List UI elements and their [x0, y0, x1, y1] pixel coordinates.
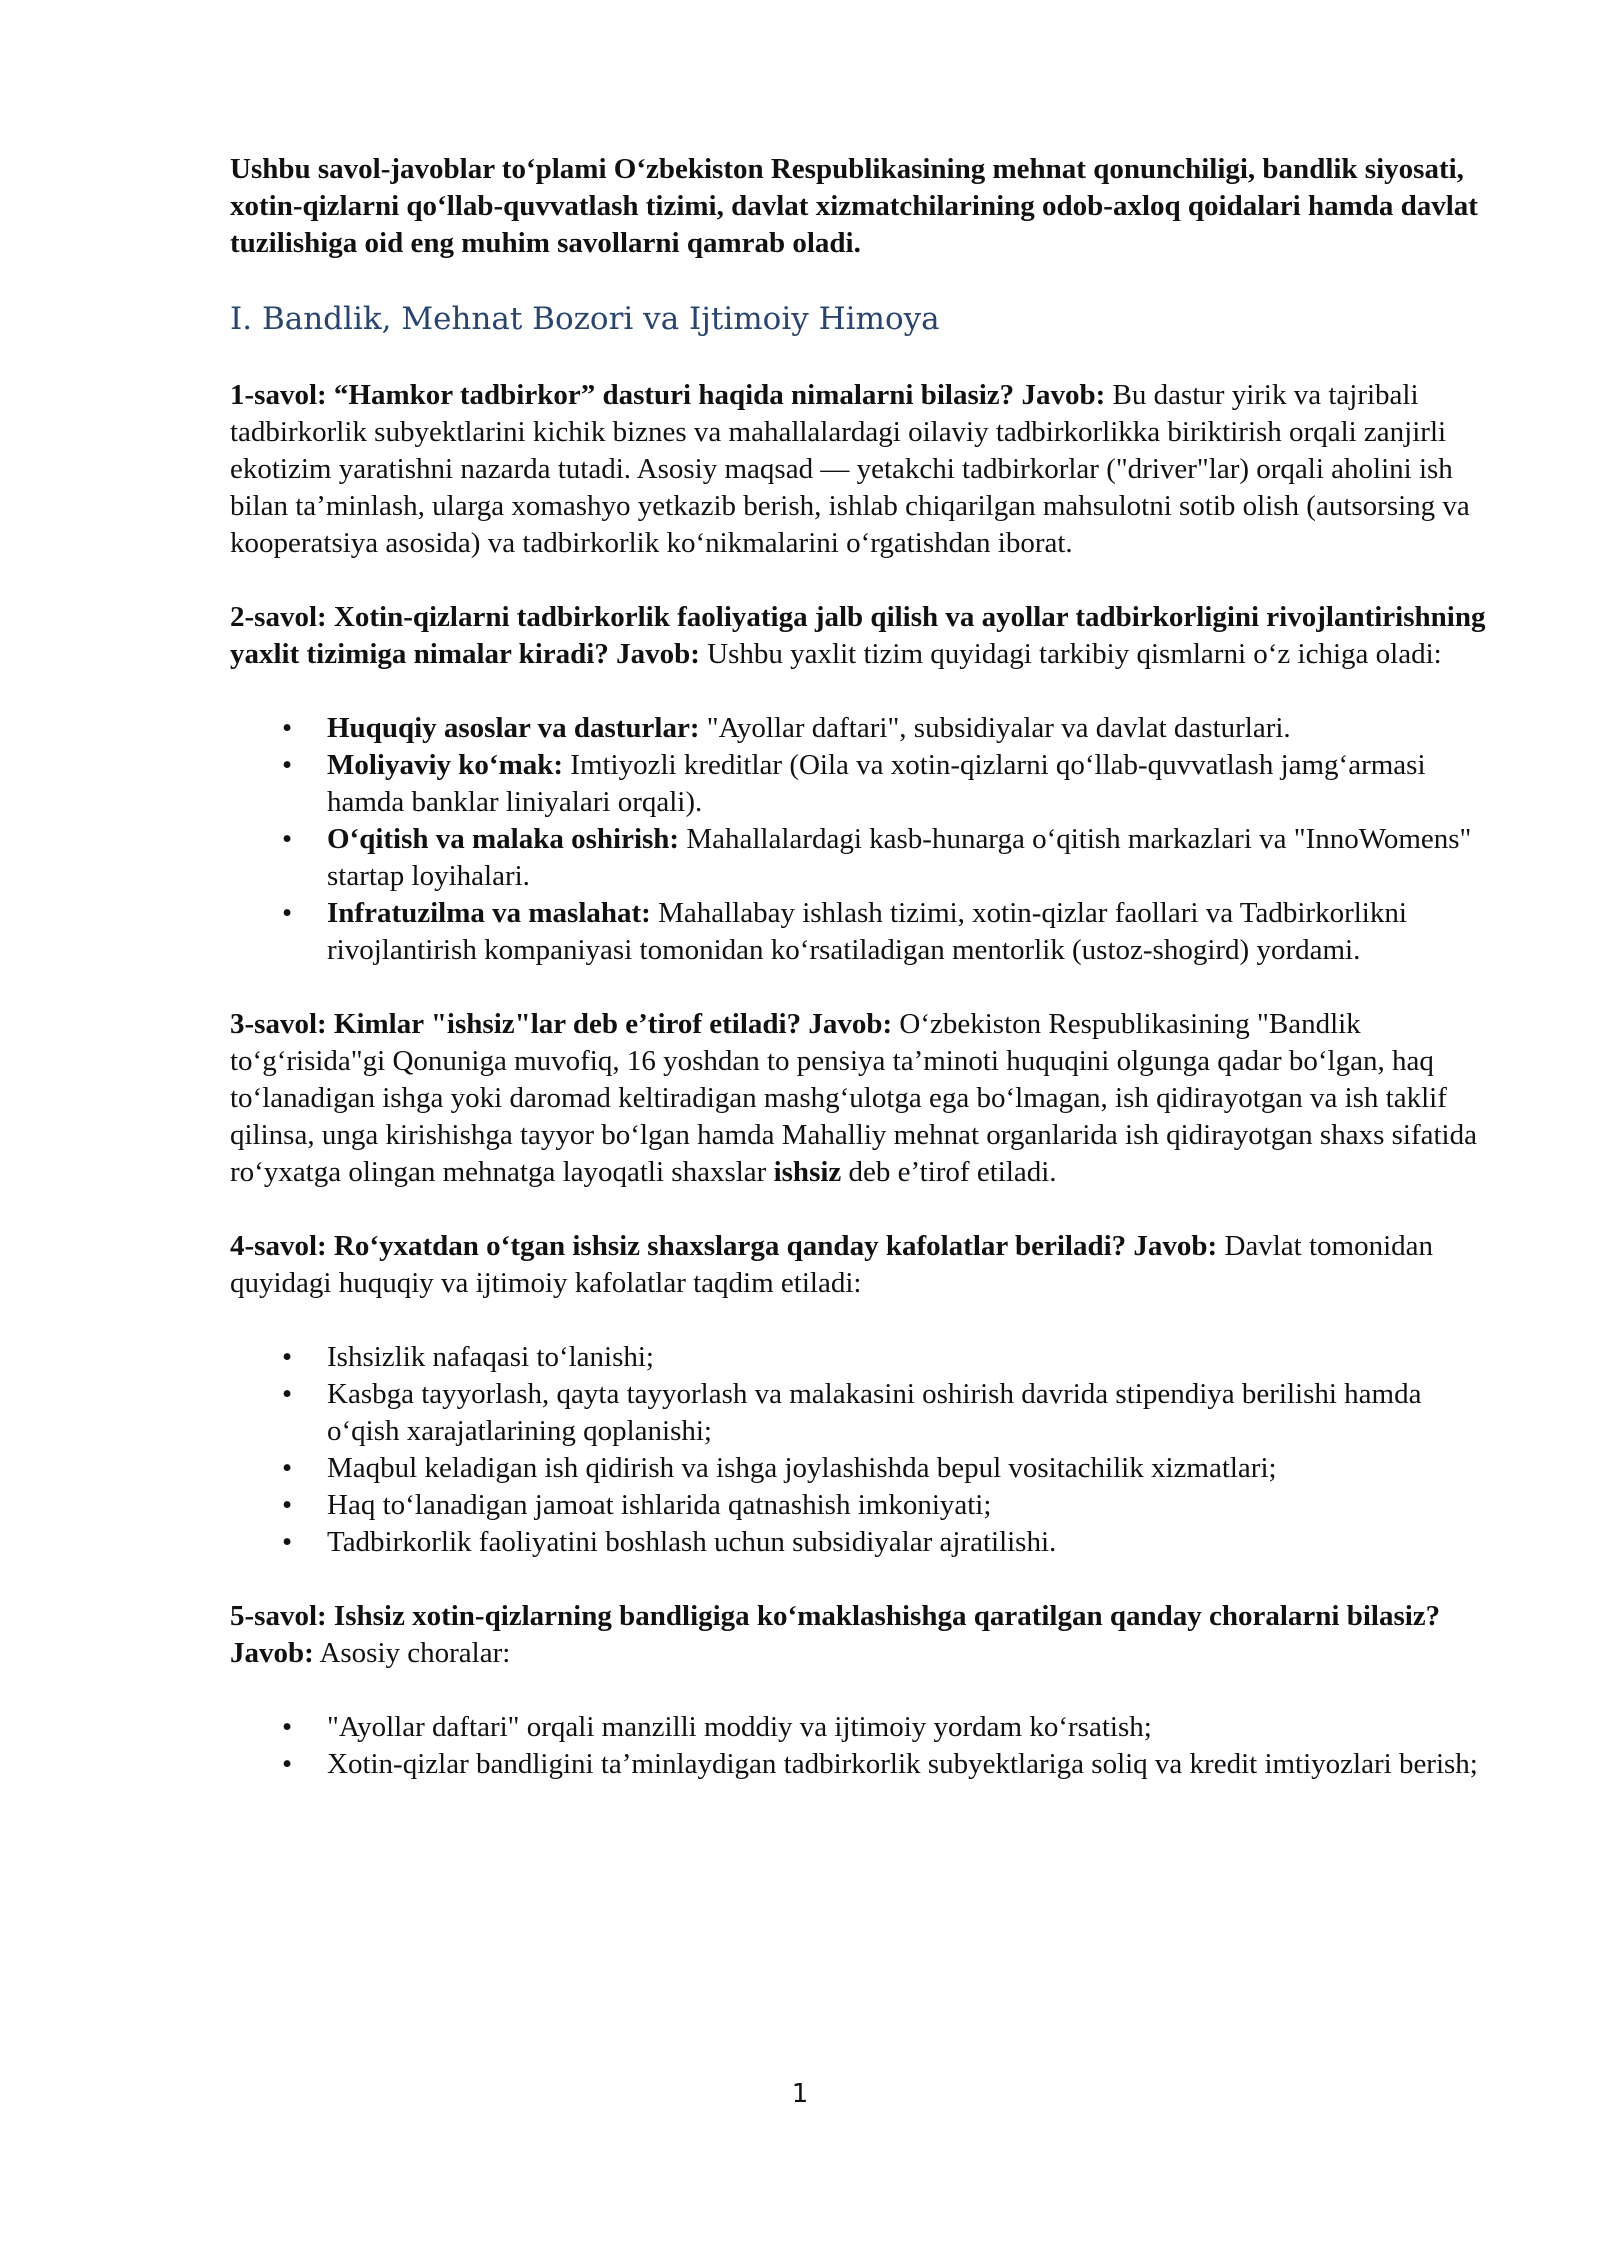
question-4-list	[230, 1339, 1490, 1561]
list-item	[230, 710, 1490, 747]
list-item: • Ishsizlik nafaqasi to‘lanishi;	[230, 1339, 1490, 1376]
answer-label: Javob:	[616, 638, 700, 670]
list-item	[230, 821, 1490, 895]
list-item: • Haq to‘lanadigan jamoat ishlarida qatnashish imkoniyati;	[230, 1487, 1490, 1524]
list-item-text: Mahallalardagi kasb-hunarga o‘qitish markazlari va "InnoWomens" startap loyihalari.	[327, 823, 1472, 892]
list-item	[230, 747, 1490, 821]
question-2	[230, 599, 1490, 673]
list-item-term: O‘qitish va malaka oshirish:	[327, 823, 680, 855]
list-item: • Xotin-qizlar bandligini ta’minlaydigan tadbirkorlik subyektlariga soliq va kredit imtiyozlari berish;	[230, 1746, 1490, 1783]
answer-2-text: Ushbu yaxlit tizim quyidagi tarkibiy qismlarni o‘z ichiga oladi:	[707, 638, 1442, 670]
list-item-text: Mahallabay ishlash tizimi, xotin-qizlar faollari va Tadbirkorlikni rivojlantirish kompaniyasi tomonidan ko‘rsatiladigan mentorlik (ustoz-shogird) yordami.	[327, 897, 1407, 966]
answer-3-end: deb e’tirof etiladi.	[848, 1156, 1057, 1188]
answer-5-text: Asosiy choralar:	[319, 1637, 511, 1669]
question-2-text: 2-savol: Xotin-qizlarni tadbirkorlik faoliyatiga jalb qilish va ayollar tadbirkorligini rivojlantirishning yaxlit tizimiga nimalar kiradi?	[230, 601, 1486, 670]
intro-paragraph: Ushbu savol-javoblar to‘plami O‘zbekiston Respublikasining mehnat qonunchiligi, bandlik siyosati, xotin-qizlarni qo‘llab-quvvatlash tizimi, davlat xizmatchilarining odob-axloq qoidalari hamda davlat tuzilishiga oid eng muhim savollarni qamrab oladi.	[230, 153, 1478, 259]
answer-3-text: O‘zbekiston Respublikasining "Bandlik to‘g‘risida"gi Qonuniga muvofiq, 16 yoshdan to pensiya ta’minoti huquqini olgunga qadar bo‘lgan, haq to‘lanadigan ishga yoki daromad keltiradigan mashg‘ulotga ega bo‘lmagan, ish qidirayotgan va ish taklif qilinsa, unga kirishishga tayyor bo‘lgan hamda Mahalliy mehnat organlarida ish qidirayotgan shaxs sifatida ro‘yxatga olingan mehnatga layoqatli shaxslar	[230, 1008, 1477, 1188]
list-item-term: Infratuzilma va maslahat:	[327, 897, 651, 929]
list-item: • Maqbul keladigan ish qidirish va ishga joylashishda bepul vositachilik xizmatlari;	[230, 1450, 1490, 1487]
list-item-text: Imtiyozli kreditlar (Oila va xotin-qizlarni qo‘llab-quvvatlash jamg‘armasi hamda banklar liniyalari orqali).	[327, 749, 1426, 818]
question-1	[230, 377, 1490, 562]
question-5-list	[230, 1709, 1490, 1783]
answer-label: Javob:	[1021, 379, 1106, 411]
answer-4-text: Davlat tomonidan quyidagi huquqiy va ijtimoiy kafolatlar taqdim etiladi:	[230, 1230, 1434, 1299]
answer-3-bold-term: ishsiz	[773, 1156, 842, 1188]
list-item-text: "Ayollar daftari", subsidiyalar va davlat dasturlari.	[706, 712, 1291, 744]
section-heading: I. Bandlik, Mehnat Bozori va Ijtimoiy Himoya	[230, 301, 940, 337]
question-1-text: 1-savol: “Hamkor tadbirkor” dasturi haqida nimalarni bilasiz?	[230, 379, 1015, 411]
answer-label: Javob:	[230, 1637, 314, 1669]
answer-label: Javob:	[808, 1008, 893, 1040]
list-item: • Kasbga tayyorlash, qayta tayyorlash va malakasini oshirish davrida stipendiya berilishi hamda o‘qish xarajatlarining qoplanishi;	[230, 1376, 1490, 1450]
question-5-text: 5-savol: Ishsiz xotin-qizlarning bandligiga ko‘maklashishga qaratilgan qanday choralarni bilasiz?	[230, 1600, 1441, 1632]
list-item: • "Ayollar daftari" orqali manzilli moddiy va ijtimoiy yordam ko‘rsatish;	[230, 1709, 1490, 1746]
page-number: 1	[791, 2079, 809, 2109]
list-item-term: Moliyaviy ko‘mak:	[327, 749, 564, 781]
question-5	[230, 1598, 1490, 1672]
answer-1-text: Bu dastur yirik va tajribali tadbirkorlik subyektlarini kichik biznes va mahallalardagi oilaviy tadbirkorlikka biriktirish orqali zanjirli ekotizim yaratishni nazarda tutadi. Asosiy maqsad — yetakchi tadbirkorlar ("driver"lar) orqali aholini ish bilan ta’minlash, ularga xomashyo yetkazib berish, ishlab chiqarilgan mahsulotni sotib olish (autsorsing va kooperatsiya asosida) va tadbirkorlik ko‘nikmalarini o‘rgatishdan iborat.	[230, 379, 1470, 559]
question-4-text: 4-savol: Ro‘yxatdan o‘tgan ishsiz shaxslarga qanday kafolatlar beriladi?	[230, 1230, 1127, 1262]
question-3	[230, 1006, 1490, 1191]
question-4	[230, 1228, 1490, 1302]
answer-label: Javob:	[1133, 1230, 1218, 1262]
question-3-text: 3-savol: Kimlar "ishsiz"lar deb e’tirof etiladi?	[230, 1008, 802, 1040]
list-item-term: Huquqiy asoslar va dasturlar:	[327, 712, 700, 744]
list-item	[230, 895, 1490, 969]
question-2-list	[230, 710, 1490, 969]
list-item: • Tadbirkorlik faoliyatini boshlash uchun subsidiyalar ajratilishi.	[230, 1524, 1490, 1561]
